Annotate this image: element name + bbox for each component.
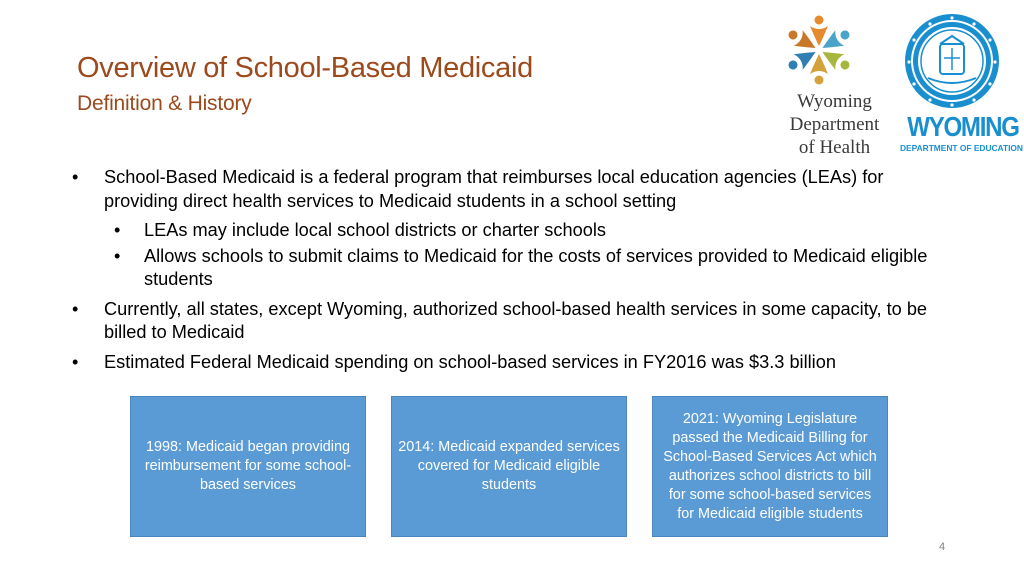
doe-logo-department: DEPARTMENT OF EDUCATION: [900, 143, 1023, 153]
bullet-item: • School-Based Medicaid is a federal program that reimburses local education agencies (LEAs) for providing direct health services to Medicaid students in a school setting: [72, 166, 952, 213]
slide-title: Overview of School-Based Medicaid: [77, 52, 533, 84]
bullet-list: [72, 166, 952, 380]
sub-bullet-item: • LEAs may include local school districts or charter schools: [72, 219, 952, 243]
bullet-item: • Estimated Federal Medicaid spending on school-based services in FY2016 was $3.3 billion: [72, 351, 952, 375]
doe-logo-name: WYOMING: [907, 111, 1019, 142]
wyoming-department-of-health-logo: [772, 10, 897, 160]
slide-subtitle: Definition & History: [77, 92, 252, 115]
doh-logo-line3: of Health: [798, 137, 871, 158]
doh-logo-line1: Wyoming: [797, 91, 872, 112]
timeline-box-text: 1998: Medicaid began providing reimbursement for some school-based services: [144, 439, 352, 493]
state-seal-icon: [900, 12, 1004, 112]
page-number: 4: [938, 541, 946, 553]
timeline-box-text: 2021: Wyoming Legislature passed the Medicaid Billing for School-Based Services Act which authorizes school districts to bill for some school-based services for Medicaid eligible students: [663, 410, 877, 522]
timeline-box-2014: [391, 396, 627, 537]
sub-bullet-item: • Allows schools to submit claims to Medicaid for the costs of services provided to Medicaid eligible students: [72, 245, 952, 292]
bullet-item: • Currently, all states, except Wyoming, authorized school-based health services in some capacity, to be billed to Medicaid: [72, 298, 952, 345]
people-circle-icon: [772, 10, 897, 90]
timeline-box-text: 2014: Medicaid expanded services covered for Medicaid eligible students: [398, 439, 620, 493]
wyoming-department-of-education-logo: [900, 12, 1023, 157]
timeline-box-1998: [130, 396, 366, 537]
doh-logo-line2: Department: [789, 114, 880, 135]
timeline-box-2021: [652, 396, 888, 537]
